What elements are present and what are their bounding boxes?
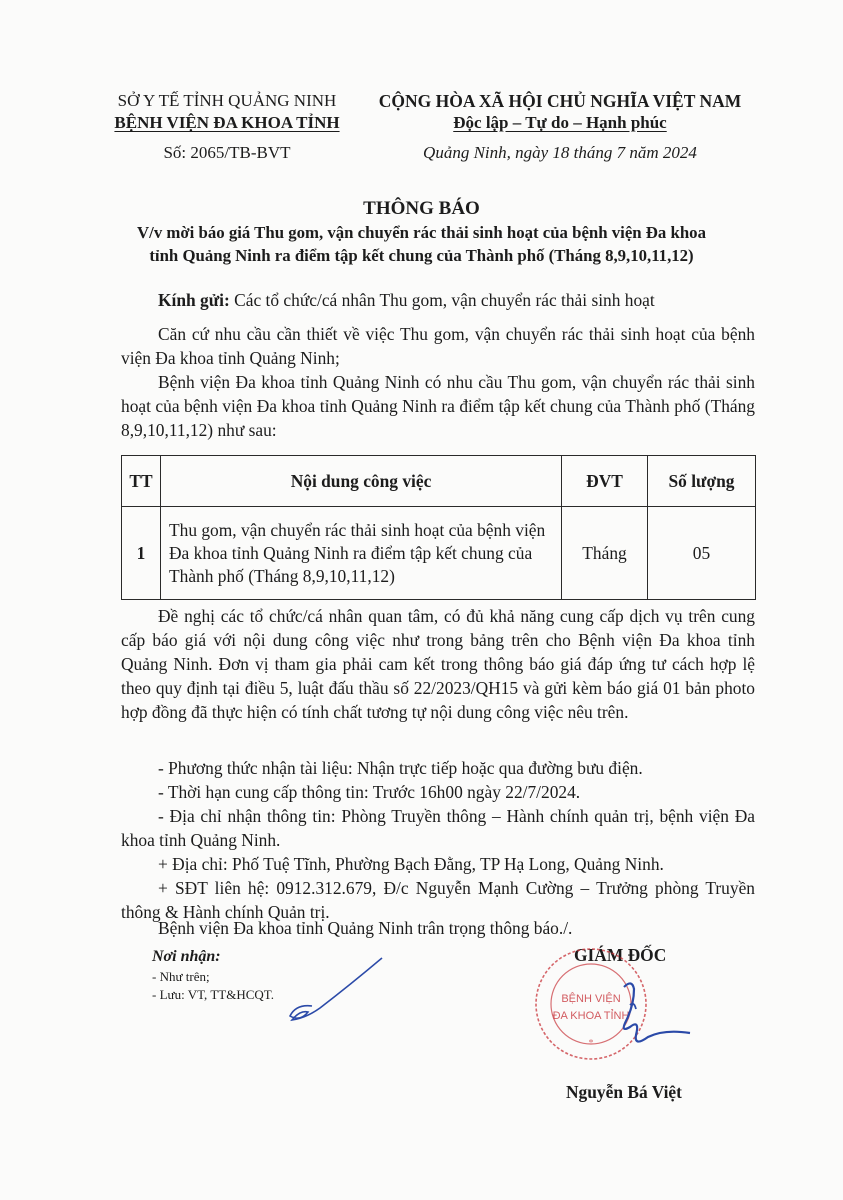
org-name: BỆNH VIỆN ĐA KHOA TỈNH [114,113,340,132]
info-address: - Địa chỉ nhận thông tin: Phòng Truyền thông – Hành chính quản trị, bệnh viện Đa khoa tỉnh Quảng Ninh. [121,806,755,850]
signer-name: Nguyễn Bá Việt [566,1082,682,1102]
closing-line: Bệnh viện Đa khoa tỉnh Quảng Ninh trân trọng thông báo./. [158,918,573,938]
country-name: CỘNG HÒA XÃ HỘI CHỦ NGHĨA VIỆT NAM [378,91,742,111]
recipient-label: Kính gửi: [158,290,230,310]
stamp-line-2: ĐA KHOA TỈNH [552,1010,630,1022]
header-qty: Số lượng [648,456,756,507]
contact-info: + SĐT liên hệ: 0912.312.679, Đ/c Nguyễn Mạnh Cường – Trưởng phòng Truyền thông & Hành chính Quản trị. [121,878,755,922]
header-tt: TT [122,456,161,507]
doc-number: Số: 2065/TB-BVT [163,143,291,162]
deadline: - Thời hạn cung cấp thông tin: Trước 16h00 ngày 22/7/2024. [158,782,581,802]
intro-paragraph-2: Bệnh viện Đa khoa tỉnh Quảng Ninh có nhu cầu Thu gom, vận chuyển rác thải sinh hoạt của bệnh viện Đa khoa tỉnh Quảng Ninh ra điểm tập kết chung của Thành phố (Tháng 8,9,10,11,12) như sau: [121,372,755,440]
header-content: Nội dung công việc [161,456,562,507]
title-main: THÔNG BÁO [363,198,480,219]
place-date: Quảng Ninh, ngày 18 tháng 7 năm 2024 [423,143,697,162]
recipients-line-1: - Như trên; [152,969,210,984]
document-title [80,197,763,267]
cell-qty: 05 [648,507,756,600]
recipients-line-2: - Lưu: VT, TT&HCQT. [152,987,274,1002]
recipient [158,288,655,312]
recipients-block [152,946,274,1004]
motto: Độc lập – Tự do – Hạnh phúc [453,113,667,132]
work-table [121,455,756,600]
signer-title: GIÁM ĐỐC [574,945,667,965]
national-header [360,90,760,164]
org-parent: SỞ Y TẾ TỈNH QUẢNG NINH [117,91,337,110]
director-signature [590,975,700,1065]
recipient-text: Các tổ chức/cá nhân Thu gom, vận chuyển rác thải sinh hoạt [234,290,655,310]
street-address: + Địa chỉ: Phố Tuệ Tĩnh, Phường Bạch Đằng, TP Hạ Long, Quảng Ninh. [158,854,664,874]
cell-content: Thu gom, vận chuyển rác thải sinh hoạt của bệnh viện Đa khoa tỉnh Quảng Ninh ra điểm tập kết chung của Thành phố (Tháng 8,9,10,11,12) [161,507,562,600]
stamp-line-1: BỆNH VIỆN [561,993,621,1005]
recipients-label: Nơi nhận: [152,948,221,965]
table-header-row [122,456,756,507]
svg-text:*: * [588,1038,594,1049]
initial-signature [270,950,400,1030]
issuing-org [96,90,358,164]
subject-line-1: V/v mời báo giá Thu gom, vận chuyển rác thải sinh hoạt của bệnh viện Đa khoa [137,223,706,242]
table-row [122,507,756,600]
receive-method: - Phương thức nhận tài liệu: Nhận trực tiếp hoặc qua đường bưu điện. [158,758,643,778]
subject-line-2: tỉnh Quảng Ninh ra điểm tập kết chung của Thành phố (Tháng 8,9,10,11,12) [149,246,694,265]
header-unit: ĐVT [562,456,648,507]
request-paragraph: Đề nghị các tổ chức/cá nhân quan tâm, có đủ khả năng cung cấp dịch vụ trên cung cấp báo giá với nội dung công việc như trong bảng trên cho Bệnh viện Đa khoa tỉnh Quảng Ninh. Đơn vị tham gia phải cam kết trong thông báo giá đáp ứng tư cách hợp lệ theo quy định tại điều 5, luật đấu thầu số 22/2023/QH15 và gửi kèm báo giá 01 bản photo hợp đồng đã thực hiện có tính chất tương tự nội dung công việc nêu trên. [121,606,755,722]
cell-unit: Tháng [562,507,648,600]
cell-tt: 1 [122,507,161,600]
intro-paragraph-1: Căn cứ nhu cầu cần thiết về việc Thu gom, vận chuyển rác thải sinh hoạt của bệnh viện Đa khoa tỉnh Quảng Ninh; [121,324,755,368]
